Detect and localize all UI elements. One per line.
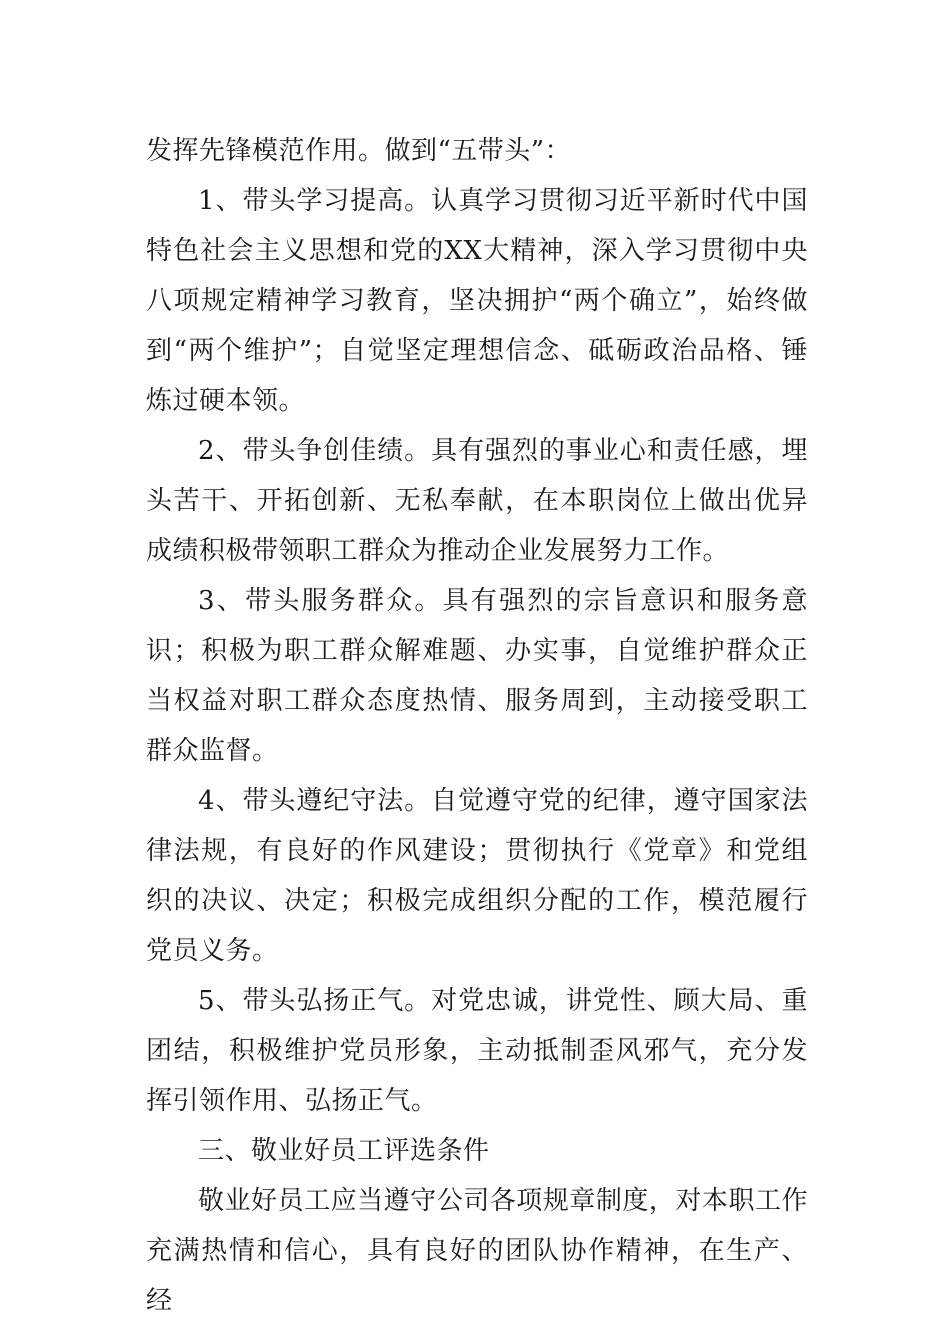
- paragraph-item-4: 4、带头遵纪守法。自觉遵守党的纪律，遵守国家法律法规，有良好的作风建设；贯彻执行《党章》和党组织的决议、决定；积极完成组织分配的工作，模范履行党员义务。: [146, 786, 808, 966]
- paragraph-item-3: 3、带头服务群众。具有强烈的宗旨意识和服务意识；积极为职工群众解难题、办实事，自觉维护群众正当权益对职工群众态度热情、服务周到，主动接受职工群众监督。: [146, 586, 808, 766]
- paragraph-continuation: 发挥先锋模范作用。做到“五带头”：: [146, 136, 572, 166]
- section-heading-3: 三、敬业好员工评选条件: [198, 1136, 490, 1166]
- paragraph-item-5: 5、带头弘扬正气。对党忠诚，讲党性、顾大局、重团结，积极维护党员形象，主动抵制歪风邪气，充分发挥引领作用、弘扬正气。: [146, 986, 808, 1116]
- paragraph-section-3-body: 敬业好员工应当遵守公司各项规章制度，对本职工作充满热情和信心，具有良好的团队协作精神，在生产、经: [146, 1186, 808, 1316]
- paragraph-item-2: 2、带头争创佳绩。具有强烈的事业心和责任感，埋头苦干、开拓创新、无私奉献，在本职岗位上做出优异成绩积极带领职工群众为推动企业发展努力工作。: [146, 436, 808, 566]
- paragraph-item-1: 1、带头学习提高。认真学习贯彻习近平新时代中国特色社会主义思想和党的XX大精神，深入学习贯彻中央八项规定精神学习教育，坚决拥护“两个确立”，始终做到“两个维护”；自觉坚定理想信念、砥砺政治品格、锤炼过硬本领。: [146, 186, 808, 416]
- document-body: [146, 126, 808, 1326]
